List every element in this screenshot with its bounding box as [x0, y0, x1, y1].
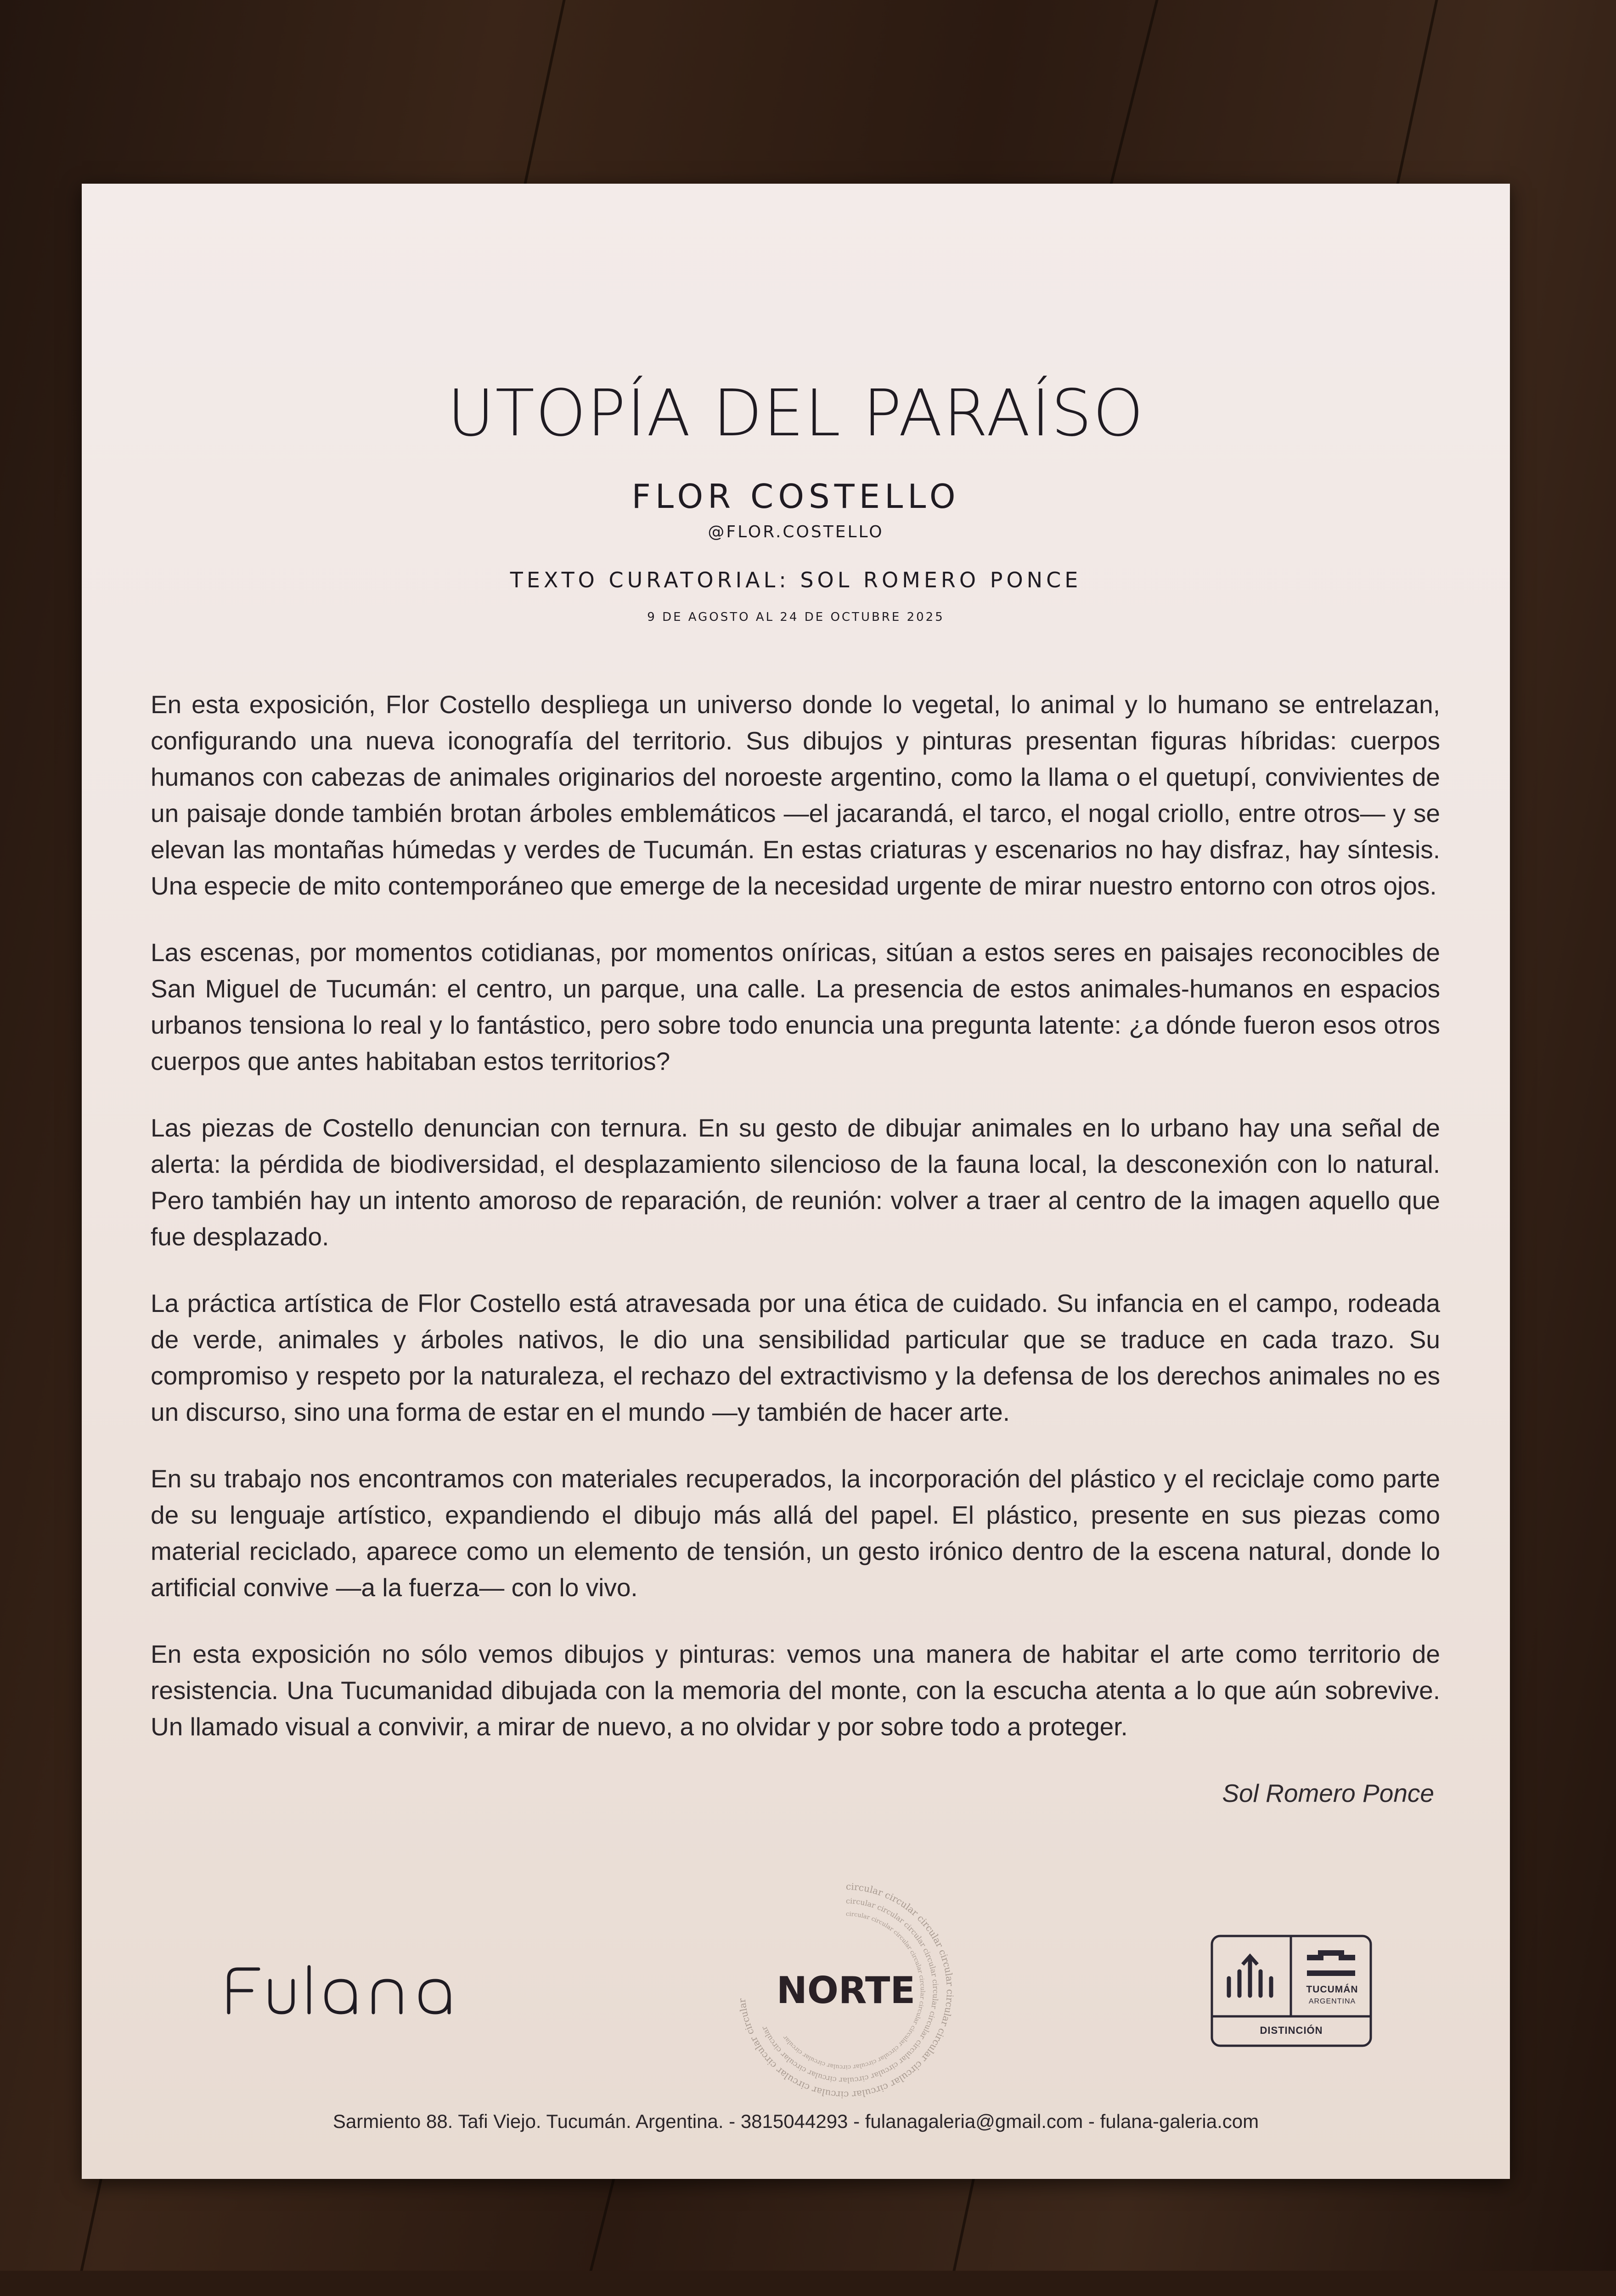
artist-handle: @FLOR.COSTELLO	[708, 523, 884, 541]
norte-wordmark: NORTE	[776, 1969, 916, 2012]
fulana-wordmark-icon	[224, 1962, 481, 2017]
argentina-label: ARGENTINA	[1308, 1997, 1356, 2005]
paragraph: Las piezas de Costello denuncian con ternura. En su gesto de dibujar animales en lo urbano hay una señal de alerta: la pérdida de biodiversidad, el desplazamiento silencioso de la fauna local, la desconexión con lo natural. Pero también hay un intento amoroso de reparación, de reunión: volver a traer al centro de la imagen aquello que fue desplazado.	[151, 1114, 1440, 1251]
svg-text:circular circular circular cir: circular circular circular circular circular circular circular circular circular circular circular circular	[760, 1896, 940, 2085]
curatorial-sheet	[82, 184, 1510, 2179]
svg-text:circular circular circular cir: circular circular circular circul ular circular circular circular circular circular circular circula	[738, 1883, 954, 2099]
curatorial-text	[151, 687, 1440, 1745]
fulana-logo	[224, 1962, 481, 2020]
svg-text:circular circular circular cir: circular circular circular circular circular circular circular circular circular circular circular circular	[782, 1910, 926, 2071]
paragraph: Las escenas, por momentos cotidianas, por momentos oníricas, sitúan a estos seres en paisajes reconocibles de San Miguel de Tucumán: el centro, un parque, una calle. La presencia de estos animales-humanos en espacios urbanos tensiona lo real y lo fantástico, pero sobre todo enuncia una pregunta latente: ¿a dónde fueron esos otros cuerpos que antes habitaban estos territorios?	[151, 938, 1440, 1075]
norte-circular-logo	[738, 1883, 954, 2099]
distincion-tucuman-seal	[1211, 1935, 1372, 2047]
exhibition-title: UTOPÍA DEL PARAÍSO	[447, 376, 1144, 451]
distincion-label: DISTINCIÓN	[1260, 2024, 1323, 2036]
paragraph: La práctica artística de Flor Costello está atravesada por una ética de cuidado. Su infancia en el campo, rodeada de verde, animales y árboles nativos, le dio una sensibilidad particular que se traduce en cada trazo. Su compromiso y respeto por la naturaleza, el rechazo del extractivismo y la defensa de los derechos animales no es un discurso, sino una forma de estar en el mundo —y también de hacer arte.	[151, 1289, 1440, 1426]
paragraph: En esta exposición, Flor Costello despliega un universo donde lo vegetal, lo animal y lo humano se entrelazan, configurando una nueva iconografía del territorio. Sus dibujos y pinturas presentan figuras híbridas: cuerpos humanos con cabezas de animales originarios del noroeste argentino, como la llama o el quetupí, convivientes de un paisaje donde también brotan árboles emblemáticos —el jacarandá, el tarco, el nogal criollo, entre otros— y se elevan las montañas húmedas y verdes de Tucumán. En estas criaturas y escenarios no hay disfraz, hay síntesis. Una especie de mito contemporáneo que emerge de la necesidad urgente de mirar nuestro entorno con otros ojos.	[151, 690, 1440, 900]
artist-name: FLOR COSTELLO	[631, 477, 960, 516]
paragraph: En esta exposición no sólo vemos dibujos y pinturas: vemos una manera de habitar el arte como territorio de resistencia. Una Tucumanidad dibujada con la memoria del monte, con la escucha atenta a lo que aún sobrevive. Un llamado visual a convivir, a mirar de nuevo, a no olvidar y por sobre todo a proteger.	[151, 1640, 1440, 1741]
logo-row	[224, 1880, 1372, 2101]
gallery-contact-footer: Sarmiento 88. Tafi Viejo. Tucumán. Argentina. - 3815044293 - fulanagaleria@gmail.com - fulana-galeria.com	[332, 2110, 1259, 2132]
tucuman-label: TUCUMÁN	[1306, 1984, 1358, 1995]
signature: Sol Romero Ponce	[1222, 1779, 1434, 1807]
exhibition-dates: 9 DE AGOSTO AL 24 DE OCTUBRE 2025	[647, 610, 945, 624]
paragraph: En su trabajo nos encontramos con materiales recuperados, la incorporación del plástico y el reciclaje como parte de su lenguaje artístico, expandiendo el dibujo más allá del papel. El plástico, presente en sus piezas como material reciclado, aparece como un elemento de tensión, un gesto irónico dentro de la escena natural, donde lo artificial convive —a la fuerza— con lo vivo.	[151, 1464, 1440, 1602]
curator-credit: TEXTO CURATORIAL: SOL ROMERO PONCE	[510, 568, 1082, 592]
